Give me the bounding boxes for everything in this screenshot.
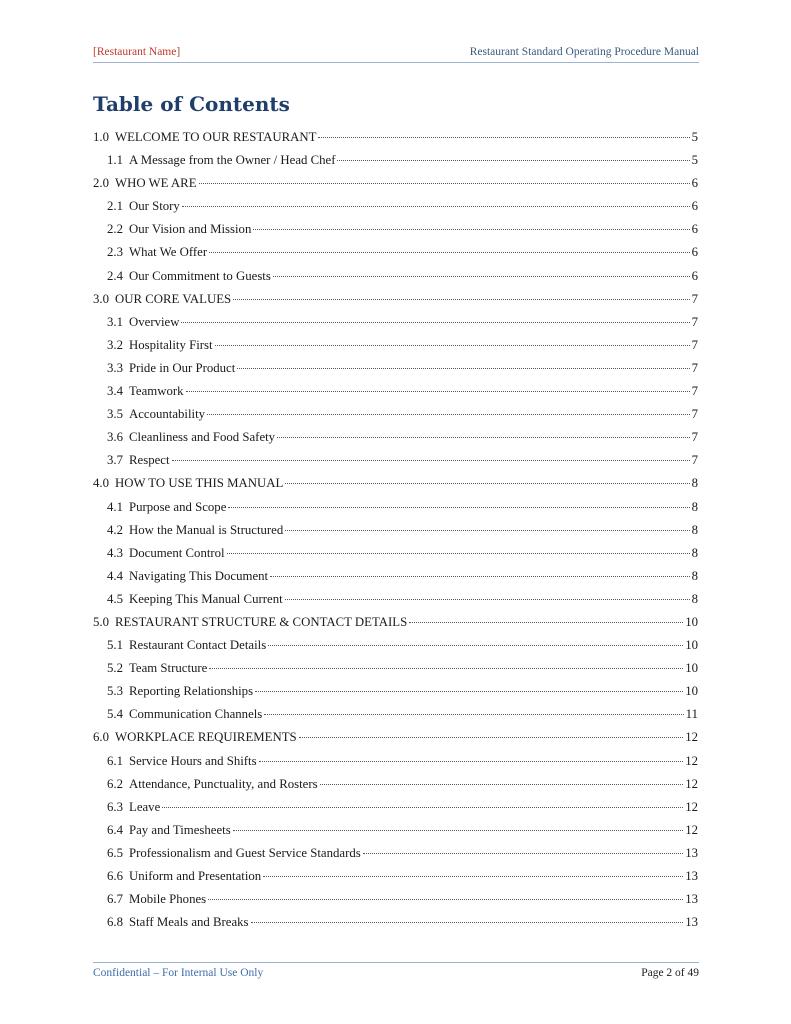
page-footer xyxy=(93,962,699,979)
dot-leader xyxy=(181,321,689,323)
dot-leader xyxy=(227,552,690,554)
dot-leader xyxy=(233,298,689,300)
toc-entry-page: 11 xyxy=(685,707,698,722)
toc-entry[interactable] xyxy=(93,592,698,615)
toc-entry[interactable] xyxy=(93,684,698,707)
toc-entry-number: 6.0 xyxy=(93,730,109,745)
toc-entry-page: 8 xyxy=(691,545,698,560)
toc-entry-page: 8 xyxy=(691,522,698,537)
dot-leader xyxy=(209,667,683,669)
toc-entry-label: Accountability xyxy=(129,407,206,422)
toc-entry[interactable] xyxy=(93,130,698,153)
toc-entry-number: 5.3 xyxy=(107,684,123,699)
toc-entry-label: Staff Meals and Breaks xyxy=(129,915,249,930)
page-header xyxy=(93,44,699,63)
toc-entry[interactable] xyxy=(93,754,698,777)
toc-entry[interactable] xyxy=(93,661,698,684)
dot-leader xyxy=(264,713,683,715)
dot-leader xyxy=(285,529,689,531)
toc-entry-page: 10 xyxy=(685,684,698,699)
toc-entry-number: 3.2 xyxy=(107,337,123,352)
toc-entry-number: 3.3 xyxy=(107,360,123,375)
toc-entry-label: Document Control xyxy=(129,545,225,560)
toc-entry-page: 8 xyxy=(691,591,698,606)
toc-entry-label: Pay and Timesheets xyxy=(129,822,231,837)
toc-entry-page: 7 xyxy=(691,407,698,422)
toc-entry-label: Pride in Our Product xyxy=(129,360,236,375)
dot-leader xyxy=(273,275,690,277)
toc-entry-page: 7 xyxy=(691,291,698,306)
toc-entry[interactable] xyxy=(93,222,698,245)
toc-entry-number: 6.8 xyxy=(107,915,123,930)
toc-entry-label: Our Story xyxy=(129,199,180,214)
dot-leader xyxy=(363,852,683,854)
toc-entry-page: 7 xyxy=(691,314,698,329)
dot-leader xyxy=(268,644,683,646)
toc-entry-number: 1.1 xyxy=(107,153,123,168)
toc-entry-number: 2.2 xyxy=(107,222,123,237)
toc-entry[interactable] xyxy=(93,569,698,592)
toc-entry-page: 13 xyxy=(685,845,698,860)
toc-entry-number: 5.1 xyxy=(107,638,123,653)
toc-entry[interactable] xyxy=(93,430,698,453)
toc-entry[interactable] xyxy=(93,615,698,638)
toc-entry-label: Mobile Phones xyxy=(129,892,207,907)
toc-entry-page: 7 xyxy=(691,360,698,375)
toc-entry-label: Teamwork xyxy=(129,384,184,399)
toc-entry-page: 13 xyxy=(685,892,698,907)
toc-entry[interactable] xyxy=(93,176,698,199)
toc-entry-number: 4.2 xyxy=(107,522,123,537)
toc-entry-page: 12 xyxy=(685,776,698,791)
toc-entry-number: 3.7 xyxy=(107,453,123,468)
dot-leader xyxy=(253,228,689,230)
dot-leader xyxy=(285,598,690,600)
toc-entry-page: 13 xyxy=(685,869,698,883)
toc-entry[interactable] xyxy=(93,292,698,315)
toc-entry-page: 13 xyxy=(685,915,698,930)
toc-entry-number: 2.1 xyxy=(107,199,123,214)
toc-entry-page: 12 xyxy=(685,799,698,814)
toc-entry[interactable] xyxy=(93,384,698,407)
toc-entry-number: 3.0 xyxy=(93,291,109,306)
dot-leader xyxy=(186,390,690,392)
toc-entry-label: Navigating This Document xyxy=(129,568,269,583)
dot-leader xyxy=(228,506,689,508)
toc-entry-label: Our Commitment to Guests xyxy=(129,268,271,283)
toc-entry[interactable] xyxy=(93,199,698,222)
dot-leader xyxy=(318,136,689,138)
toc-entry-label: OUR CORE VALUES xyxy=(115,291,232,306)
toc-entry-page: 7 xyxy=(691,337,698,352)
toc-entry-number: 2.4 xyxy=(107,268,123,283)
toc-entry-page: 8 xyxy=(691,568,698,583)
toc-entry-label: How the Manual is Structured xyxy=(129,522,284,537)
toc-entry[interactable] xyxy=(93,269,698,292)
toc-entry-number: 6.7 xyxy=(107,892,123,907)
toc-entry-label: WELCOME TO OUR RESTAURANT xyxy=(115,130,317,144)
toc-entry-label: Service Hours and Shifts xyxy=(129,753,257,768)
toc-entry-number: 5.0 xyxy=(93,614,109,629)
dot-leader xyxy=(207,413,690,415)
dot-leader xyxy=(285,482,689,484)
toc-entry-page: 5 xyxy=(691,130,698,144)
toc-entry[interactable] xyxy=(93,707,698,730)
toc-entry-number: 3.6 xyxy=(107,430,123,445)
toc-entry-number: 4.1 xyxy=(107,499,123,514)
dot-leader xyxy=(199,182,690,184)
toc-entry-label: Leave xyxy=(129,799,161,814)
toc-entry[interactable] xyxy=(93,523,698,546)
toc-entry[interactable] xyxy=(93,315,698,338)
toc-entry-number: 6.5 xyxy=(107,845,123,860)
toc-entry-label: Professionalism and Guest Service Standards xyxy=(129,845,361,860)
dot-leader xyxy=(409,621,683,623)
toc-entry[interactable] xyxy=(93,800,698,823)
dot-leader xyxy=(255,690,683,692)
toc-entry-label: Purpose and Scope xyxy=(129,499,227,514)
toc-entry[interactable] xyxy=(93,245,698,268)
dot-leader xyxy=(337,159,689,161)
dot-leader xyxy=(208,898,683,900)
toc-entry-label: Overview xyxy=(129,314,180,329)
toc-entry-page: 7 xyxy=(691,430,698,445)
toc-entry-number: 3.4 xyxy=(107,384,123,399)
toc-entry[interactable] xyxy=(93,869,698,892)
toc-entry[interactable] xyxy=(93,915,698,938)
toc-entry[interactable] xyxy=(93,361,698,384)
toc-entry-number: 6.6 xyxy=(107,869,123,883)
toc-entry-page: 12 xyxy=(685,730,698,745)
toc-entry-number: 2.3 xyxy=(107,245,123,260)
toc-entry-page: 12 xyxy=(685,753,698,768)
toc-entry[interactable] xyxy=(93,638,698,661)
toc-entry-page: 6 xyxy=(691,222,698,237)
toc-entry-label: A Message from the Owner / Head Chef xyxy=(129,153,336,168)
restaurant-name: [Restaurant Name] xyxy=(93,46,181,58)
toc-entry-number: 4.0 xyxy=(93,476,109,491)
dot-leader xyxy=(215,344,690,346)
toc-entry-page: 6 xyxy=(691,199,698,214)
toc-entry-label: Uniform and Presentation xyxy=(129,869,262,883)
toc-entry-number: 4.3 xyxy=(107,545,123,560)
toc-entry[interactable] xyxy=(93,476,698,499)
toc-entry-page: 6 xyxy=(691,268,698,283)
dot-leader xyxy=(162,806,683,808)
toc-entry-label: What We Offer xyxy=(129,245,208,260)
toc-entry-label: Respect xyxy=(129,453,170,468)
toc-entry-label: HOW TO USE THIS MANUAL xyxy=(115,476,284,491)
dot-leader xyxy=(263,875,683,877)
toc-entry-number: 2.0 xyxy=(93,176,109,191)
toc-entry[interactable] xyxy=(93,892,698,915)
toc-entry-page: 12 xyxy=(685,822,698,837)
dot-leader xyxy=(233,829,684,831)
toc-entry-number: 4.4 xyxy=(107,568,123,583)
toc-entry-page: 5 xyxy=(691,153,698,168)
table-of-contents xyxy=(93,130,698,938)
toc-entry[interactable] xyxy=(93,500,698,523)
toc-entry-label: Keeping This Manual Current xyxy=(129,591,283,606)
toc-entry-number: 6.4 xyxy=(107,822,123,837)
dot-leader xyxy=(259,760,684,762)
toc-entry-page: 10 xyxy=(685,661,698,676)
dot-leader xyxy=(209,251,690,253)
toc-entry-number: 3.1 xyxy=(107,314,123,329)
toc-entry-page: 7 xyxy=(691,453,698,468)
toc-entry-page: 8 xyxy=(691,476,698,491)
toc-entry-number: 3.5 xyxy=(107,407,123,422)
dot-leader xyxy=(237,367,689,369)
page-indicator: Page 2 of 49 xyxy=(641,967,699,979)
page-title: Table of Contents xyxy=(93,92,290,116)
toc-entry[interactable] xyxy=(93,407,698,430)
dot-leader xyxy=(270,575,690,577)
toc-entry-number: 5.2 xyxy=(107,661,123,676)
toc-entry-page: 6 xyxy=(691,245,698,260)
toc-entry[interactable] xyxy=(93,546,698,569)
toc-entry-page: 8 xyxy=(691,499,698,514)
toc-entry-label: Team Structure xyxy=(129,661,208,676)
dot-leader xyxy=(182,205,690,207)
toc-entry-label: Cleanliness and Food Safety xyxy=(129,430,276,445)
confidential-notice: Confidential – For Internal Use Only xyxy=(93,967,264,979)
toc-entry-label: Reporting Relationships xyxy=(129,684,254,699)
toc-entry[interactable] xyxy=(93,823,698,846)
toc-entry-page: 6 xyxy=(691,176,698,191)
toc-entry-label: WORKPLACE REQUIREMENTS xyxy=(115,730,297,745)
toc-entry-page: 7 xyxy=(691,384,698,399)
document-title: Restaurant Standard Operating Procedure Manual xyxy=(469,46,699,58)
dot-leader xyxy=(172,459,690,461)
dot-leader xyxy=(251,921,684,923)
toc-entry-page: 10 xyxy=(685,614,698,629)
toc-entry-number: 6.1 xyxy=(107,753,123,768)
toc-entry-label: Hospitality First xyxy=(129,337,213,352)
toc-entry[interactable] xyxy=(93,338,698,361)
toc-entry-label: Our Vision and Mission xyxy=(129,222,252,237)
toc-entry-number: 5.4 xyxy=(107,707,123,722)
toc-entry-label: Communication Channels xyxy=(129,707,263,722)
toc-entry-label: Restaurant Contact Details xyxy=(129,638,267,653)
toc-entry-number: 6.2 xyxy=(107,776,123,791)
toc-entry-label: Attendance, Punctuality, and Rosters xyxy=(129,776,318,791)
toc-entry-number: 6.3 xyxy=(107,799,123,814)
toc-entry-number: 1.0 xyxy=(93,130,109,144)
toc-entry-label: WHO WE ARE xyxy=(115,176,197,191)
dot-leader xyxy=(299,736,684,738)
toc-entry-page: 10 xyxy=(685,638,698,653)
dot-leader xyxy=(277,436,690,438)
dot-leader xyxy=(320,783,684,785)
toc-entry[interactable] xyxy=(93,453,698,476)
toc-entry[interactable] xyxy=(93,777,698,800)
toc-entry[interactable] xyxy=(93,153,698,176)
toc-entry[interactable] xyxy=(93,730,698,753)
toc-entry-label: RESTAURANT STRUCTURE & CONTACT DETAILS xyxy=(115,614,408,629)
toc-entry[interactable] xyxy=(93,846,698,869)
toc-entry-number: 4.5 xyxy=(107,591,123,606)
